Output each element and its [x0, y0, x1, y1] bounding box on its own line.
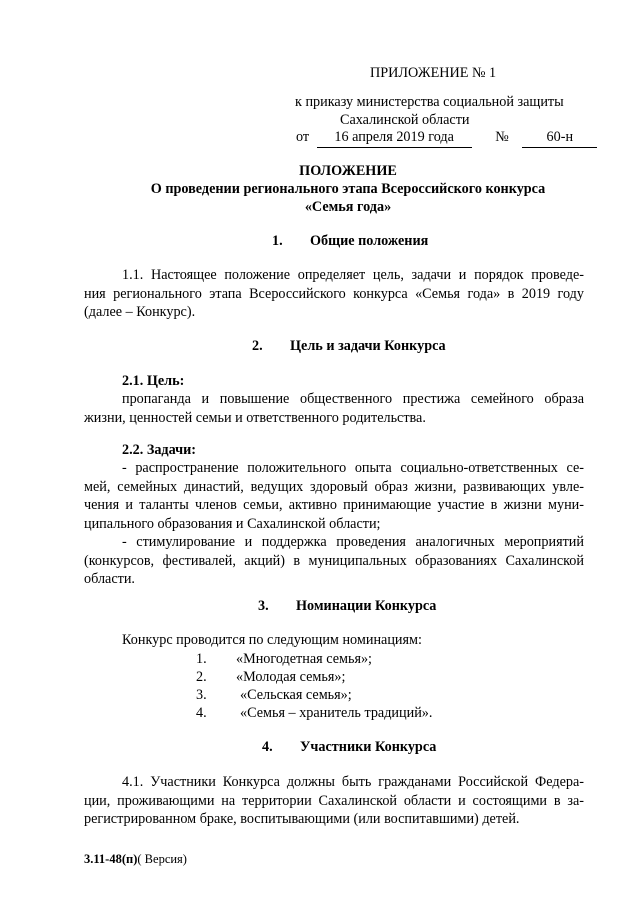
paragraph-4-1: 4.1. Участники Конкурса должны быть гражданами Российской Федера- ции, проживающими на территории Сахалинской области и состоящими в за- регистрированном браке, воспитывающими (или воспитавшими) детей. — [84, 774, 584, 827]
footer-version: ( Версия) — [137, 852, 187, 866]
section-3-title: Номинации Конкурса — [296, 598, 437, 614]
doc-subtitle-contest: «Семья года» — [304, 199, 392, 215]
section-3-num: 3. — [258, 598, 269, 614]
order-date-line — [296, 128, 597, 148]
tasks-text: - распространение положительного опыта социально-ответственных се- мей, семейных династий, ведущих здоровый образ жизни, развивающих увле- чения и таланты членов семьи, активно принимающие участие в жизни муни- ципального образования и Сахалинской области; - стимулирование и поддержка проведения аналогичных мероприятий (конкурсов, фестивалей, акций) в муниципальных образованиях Сахалинской области. — [84, 460, 584, 587]
footer-code: 3.11-48(п) — [84, 852, 138, 866]
section-2-title: Цель и задачи Конкурса — [290, 338, 446, 354]
document-page: ПРИЛОЖЕНИЕ № 1 к приказу министерства социальной защиты Сахалинской области от 16 апреля 2019 года № 60-н ПОЛОЖЕНИЕ О проведении регионального этапа Всероссийского конкурса «Семья года» 1. Общие положения 1.1. Настоящее положение определяет цель, задачи и порядок проведе- ния регионального этапа Всероссийского конкурса «Семья года» в 2019 году (далее – Конкурс). 2. Цель и задачи Конкурса 2.1. Цель: пропаганда и повышение общественного престижа семейного образа жизни, ценностей семьи и ответственного родительства. 2.2. Задачи: - распространение положительного опыта социально-ответственных се- мей, семейных династий, ведущих здоровый образ жизни, развивающих увле- чения и таланты членов семьи, активно принимающие участие в жизни муни- ципального образования и Сахалинской области; - стимулирование и поддержка проведения аналогичных мероприятий (конкурсов, фестивалей, акций) в муниципальных образованиях Сахалинской области. 3. Номинации Конкурса Конкурс проводится по следующим номинациям: 1. «Многодетная семья»; 2. «Молодая семья»; 3. «Сельская семья»; 4. «Семья – хранитель традиций». 4. Участники Конкурса 4.1. Участники Конкурса должны быть гражданами Российской Федера- ции, проживающими на территории Сахалинской области и состоящими в за- регистрированном браке, воспитывающими (или воспитавшими) детей. 3.11-48(п)( Версия) — [0, 0, 640, 905]
nominations-intro: Конкурс проводится по следующим номинациям: — [122, 632, 422, 648]
goal-text: пропаганда и повышение общественного престижа семейного образа жизни, ценностей семьи и ответственного родительства. — [84, 391, 584, 426]
footer-code-line — [84, 850, 187, 869]
paragraph-1-1: 1.1. Настоящее положение определяет цель, задачи и порядок проведе- ния регионального этапа Всероссийского конкурса «Семья года» в 2019 году (далее – Конкурс). — [84, 267, 584, 320]
doc-title: ПОЛОЖЕНИЕ — [299, 163, 397, 179]
section-4-title: Участники Конкурса — [300, 739, 437, 755]
section-1-num: 1. — [272, 233, 283, 249]
appendix-label: ПРИЛОЖЕНИЕ № 1 — [370, 65, 497, 81]
section-1-title: Общие положения — [310, 233, 429, 249]
order-reference: к приказу министерства социальной защиты — [295, 94, 564, 110]
section-4-num: 4. — [262, 739, 273, 755]
order-date: 16 апреля 2019 года — [317, 128, 472, 148]
region-name: Сахалинской области — [340, 112, 470, 128]
goal-heading: 2.1. Цель: — [122, 373, 185, 389]
number-label: № — [495, 129, 509, 145]
tasks-heading: 2.2. Задачи: — [122, 442, 197, 458]
doc-subtitle: О проведении регионального этапа Всероссийского конкурса — [150, 181, 546, 197]
from-label: от — [296, 129, 310, 145]
section-2-num: 2. — [252, 338, 263, 354]
order-number: 60-н — [522, 128, 597, 148]
